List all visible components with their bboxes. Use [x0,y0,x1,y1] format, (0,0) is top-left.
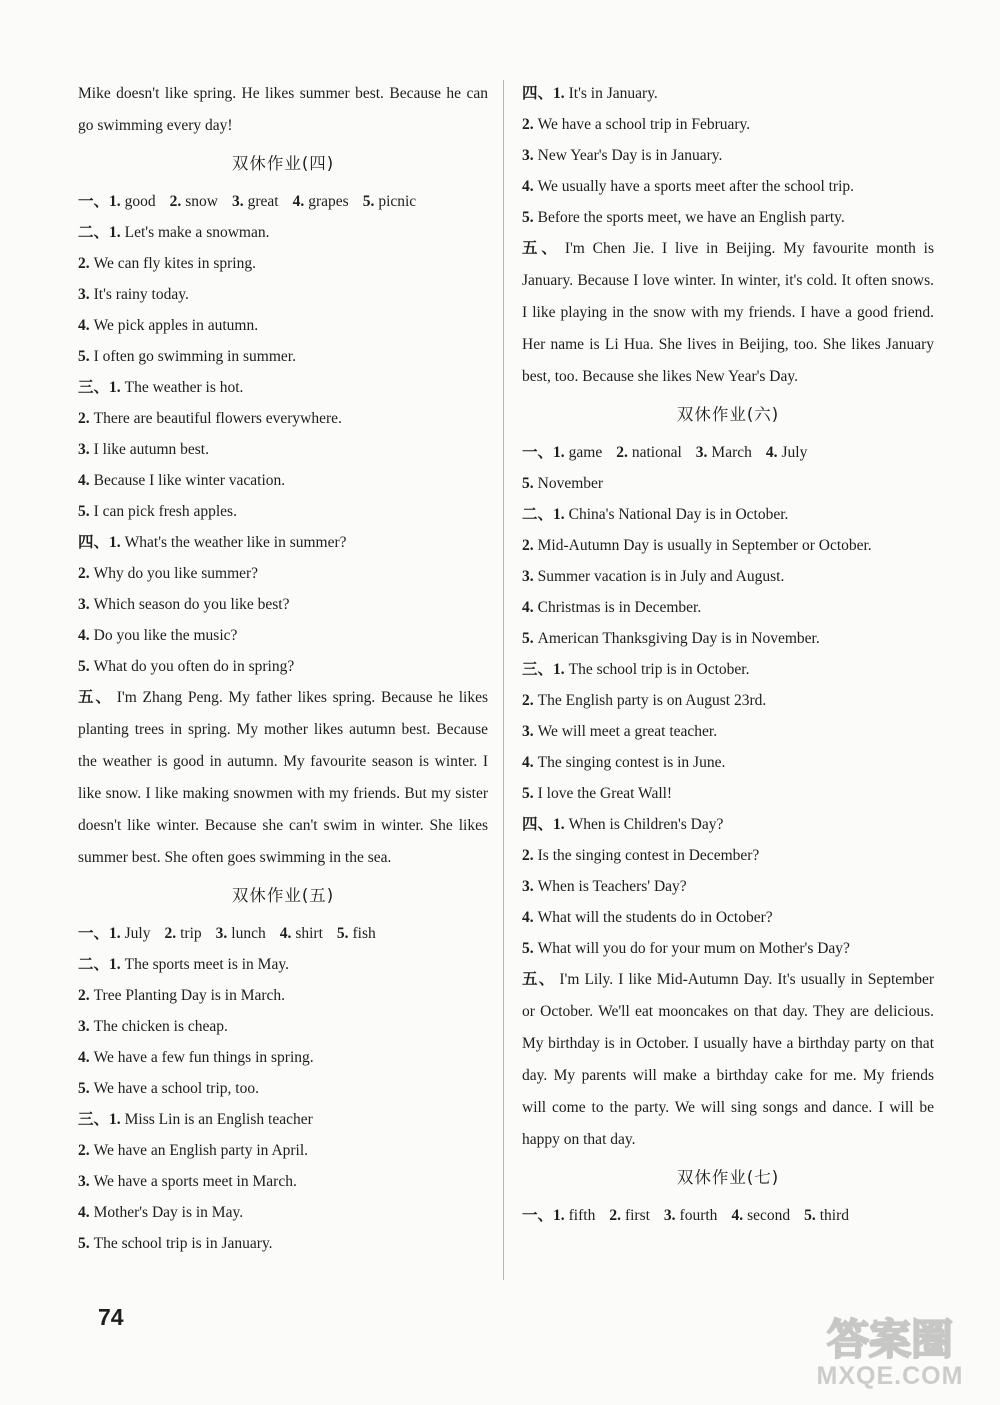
answer-line: 二、1. China's National Day is in October. [522,506,789,523]
answer-line: 4. What will the students do in October? [522,909,773,926]
watermark-url: MXQE.COM [816,1362,964,1390]
page-number: 74 [98,1304,124,1330]
answer-line: 四、1. What's the weather like in summer? [78,534,347,551]
writing-paragraph: 五、 I'm Lily. I like Mid-Autumn Day. It's usually in September or October. We'll eat mooncakes on that day. They are delicious. My birthday is in October. I usually have a birthday party on that day. My parents will make a birthday cake for me. My friends will come to the party. We will sing songs and dance. I will be happy on that day. [522,971,934,1148]
answer-line: 3. New Year's Day is in January. [522,147,723,164]
answer-line: 3. The chicken is cheap. [78,1018,228,1035]
answer-line: 4. Christmas is in December. [522,599,702,616]
answer-line: 2. We have an English party in April. [78,1142,309,1159]
answer-line: 3. Which season do you like best? [78,596,290,613]
writing-paragraph: 五、 I'm Zhang Peng. My father likes spring. Because he likes planting trees in spring. My mother likes autumn best. Because the weather is good in autumn. My favourite season is winter. I like snow. I like making snowmen with my friends. But my sister doesn't like winter. Because she can't swim in winter. She likes summer best. She often goes swimming in the sea. [78,689,488,866]
answer-line: 4. Mother's Day is in May. [78,1204,244,1221]
answer-line: 3. When is Teachers' Day? [522,878,687,895]
writing-paragraph: 五、 I'm Chen Jie. I live in Beijing. My favourite month is January. Because I love winter. In winter, it's cold. It often snows. I like playing in the snow with my friends. I have a good friend. Her name is Li Hua. She lives in Beijing, too. She likes January best, too. Because she likes New Year's Day. [522,240,934,385]
answer-line: 2. Mid-Autumn Day is usually in September or October. [522,537,872,554]
answer-line: 5. What will you do for your mum on Mother's Day? [522,940,850,957]
answer-line: 三、1. Miss Lin is an English teacher [78,1111,313,1128]
watermark-logo [790,1310,990,1396]
answer-line: 3. I like autumn best. [78,441,209,458]
answer-line: 4. Because I like winter vacation. [78,472,286,489]
watermark-chars-icon [790,1310,990,1365]
answer-line: 四、1. When is Children's Day? [522,816,724,833]
answer-line: 2. There are beautiful flowers everywhere. [78,410,342,427]
answer-line: 3. We have a sports meet in March. [78,1173,297,1190]
section-title-5: 双休作业(五) [231,886,335,905]
answer-line: 4. We pick apples in autumn. [78,317,259,334]
part-1-answers: 一、1. good 2. snow 3. great 4. grapes 5. picnic [78,193,417,210]
answer-line: 四、1. It's in January. [522,85,658,102]
answer-line: 2. The English party is on August 23rd. [522,692,767,709]
section-title-4: 双休作业(四) [231,154,335,173]
answer-line: 2. Tree Planting Day is in March. [78,987,286,1004]
answer-line: 5. I can pick fresh apples. [78,503,237,520]
answer-line: 4. We usually have a sports meet after the school trip. [522,178,855,195]
answer-line: 5. Before the sports meet, we have an English party. [522,209,845,226]
answer-line: 二、1. The sports meet is in May. [78,956,289,973]
answer-line: 5. I love the Great Wall! [522,785,673,802]
answer-line: 5. I often go swimming in summer. [78,348,296,365]
answer-line: 三、1. The weather is hot. [78,379,244,396]
part-1-answers: 一、1. game 2. national 3. March 4. July [522,444,808,461]
answer-line: 4. We have a few fun things in spring. [78,1049,314,1066]
left-column [78,78,488,1259]
answer-line: 3. We will meet a great teacher. [522,723,718,740]
answer-line: 2. We can fly kites in spring. [78,255,256,272]
right-column [522,78,934,1231]
column-divider [503,80,504,1280]
answer-line: 2. Why do you like summer? [78,565,259,582]
answer-line: 2. We have a school trip in February. [522,116,751,133]
answer-line: 5. We have a school trip, too. [78,1080,259,1097]
answer-line: 5. November [522,475,604,492]
section-title-6: 双休作业(六) [676,405,780,424]
part-1-answers: 一、1. fifth 2. first 3. fourth 4. second 5. third [522,1207,850,1224]
answer-line: 5. What do you often do in spring? [78,658,295,675]
answer-line: 二、1. Let's make a snowman. [78,224,270,241]
section-title-7: 双休作业(七) [676,1168,780,1187]
part-1-answers: 一、1. July 2. trip 3. lunch 4. shirt 5. fish [78,925,376,942]
intro-paragraph: Mike doesn't like spring. He likes summer best. Because he can go swimming every day! [78,85,488,134]
answer-line: 5. American Thanksgiving Day is in November. [522,630,820,647]
answer-line: 三、1. The school trip is in October. [522,661,750,678]
answer-line: 5. The school trip is in January. [78,1235,273,1252]
answer-line: 3. Summer vacation is in July and August. [522,568,785,585]
answer-line: 4. Do you like the music? [78,627,238,644]
answer-line: 3. It's rainy today. [78,286,189,303]
svg-text:答案圈: 答案圈 [826,1315,954,1364]
answer-line: 4. The singing contest is in June. [522,754,726,771]
answer-line: 2. Is the singing contest in December? [522,847,760,864]
